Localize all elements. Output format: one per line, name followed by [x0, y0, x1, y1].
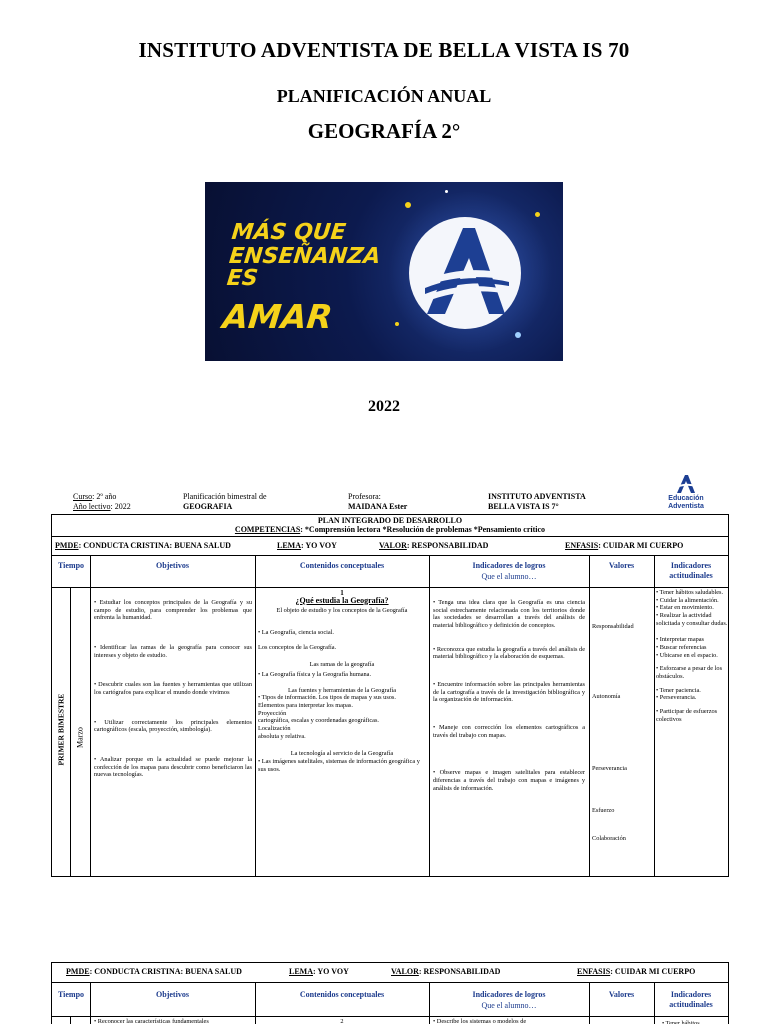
header-contenidos: Contenidos conceptuales: [299, 561, 385, 570]
contenido-title: ¿Qué estudia la Geografía?: [295, 595, 389, 605]
competencias-line: COMPETENCIAS: *Comprensión lectora *Resolución de problemas *Pensamiento crítico: [234, 525, 546, 534]
header-valores-2: Valores: [608, 990, 635, 999]
lema-2: LEMA: YO VOY: [289, 967, 349, 976]
header-tiempo-2: Tiempo: [57, 990, 85, 999]
objetivos-cell: [94, 599, 252, 779]
valor-item: Perseverancia: [592, 765, 627, 772]
contenido-item: La tecnología al servicio de la Geografía: [290, 750, 394, 758]
logo-caption: Educación Adventista: [668, 495, 704, 510]
actitudinal-item: • Tener paciencia.: [656, 686, 701, 694]
header-tiempo: Tiempo: [57, 561, 85, 570]
objetivo-item: • Identificar las ramas de la geografía para conocer sus intereses y objeto de estudio.: [94, 644, 252, 659]
school-title: INSTITUTO ADVENTISTA DE BELLA VISTA IS 70: [138, 38, 630, 62]
contenido-item: absoluta y relativa.: [258, 732, 306, 740]
header-objetivos-2: Objetivos: [156, 990, 189, 999]
teacher-name: MAIDANA Ester: [348, 502, 408, 511]
indicador-item: • Tenga una idea clara que la Geografía es una ciencia social estrechamente relacionada con los territorios donde las sociedades se desarrollan a través del análisis de material bibliográfico y definición de conceptos.: [433, 599, 585, 630]
subject-title: GEOGRAFÍA 2°: [307, 119, 461, 143]
objetivo-item: • Analizar porque en la actualidad se puede mejorar la confección de los mapas para descubrir como beneficiaron las nuevas tecnologías.: [94, 756, 252, 779]
valor-item: Autonomía: [592, 693, 621, 700]
header-indicadores-sub-2: Que el alumno…: [481, 1001, 537, 1010]
header-actitudinales-2: Indicadores actitudinales: [669, 990, 713, 1009]
actitudinal-item: • Realizar la actividad solicitada y consultar dudas.: [656, 612, 728, 627]
header-valores: Valores: [608, 561, 635, 570]
contenido-intro: El objeto de estudio y los conceptos de la Geografía: [276, 607, 408, 615]
contenido-item: • Las imágenes satelitales, sistemas de información geográfica y sus usos.: [258, 758, 420, 773]
pmde-row: [52, 537, 728, 556]
contenido-item: • La Geografía, ciencia social.: [258, 628, 334, 636]
table-header-row: [52, 556, 728, 588]
indicador-item: • Encuentre información sobre las principales herramientas de la cartografía a través de la investigación bibliográfica y la organización de información.: [433, 681, 585, 704]
plan-value: GEOGRAFIA: [183, 502, 233, 511]
pmde-2: PMDE: CONDUCTA CRISTINA: BUENA SALUD: [66, 967, 242, 976]
year: 2022: [368, 398, 400, 415]
valor-item: Colaboración: [592, 835, 626, 842]
objetivo-item: • Descubrir cuales son las fuentes y herramientas que utilizan los cartógrafos para explicar el mundo donde vivimos: [94, 681, 252, 697]
anio-line: Año lectivo: 2022: [73, 502, 131, 511]
banner-line-3: AMAR: [220, 297, 335, 336]
institution-line-2: BELLA VISTA IS 7°: [488, 502, 559, 511]
lema: LEMA: YO VOY: [277, 541, 337, 550]
institution-line-1: INSTITUTO ADVENTISTA: [488, 492, 586, 501]
actitudinal-item: • Participar de esfuerzos colectivos: [656, 708, 718, 723]
valor-2: VALOR: RESPONSABILIDAD: [391, 967, 501, 976]
contenidos-cell: [258, 589, 426, 773]
indicador-item: • Observe mapas e imagen satelitales para establecer diferencias a través del trabajo con mapas e imágenes y análisis de información.: [433, 769, 585, 792]
adventist-logo-icon: [405, 214, 525, 332]
actitudinales-cell: [656, 589, 728, 723]
header-objetivos: Objetivos: [156, 561, 189, 570]
curso-line: Curso: 2º año: [73, 492, 117, 501]
contenido-item: cartográfica, escalas y coordenadas geográficas.: [258, 717, 379, 725]
objetivo-item: • Estudiar los conceptos principales de la Geografía y su campo de estudio, para comprender los problemas que enfrenta la humanidad.: [94, 599, 252, 622]
table-header-row-2: [52, 983, 728, 1017]
header-contenidos-2: Contenidos conceptuales: [299, 990, 385, 999]
indicador-item: • Reconozca que estudia la geografía a través del análisis de material bibliográfico y la elaboración de esquemas.: [433, 645, 585, 661]
plan-table-2: [51, 962, 729, 1024]
plan-title: PLANIFICACIÓN ANUAL: [276, 86, 492, 106]
actitudinal-item: • Cuidar la alimentación.: [656, 596, 719, 604]
objetivo-item-2: • Reconocer las características fundamentales: [94, 1018, 209, 1024]
objetivo-item: • Utilizar correctamente los principales elementos cartográficos (escala, proyección, simbología).: [94, 718, 252, 734]
contenido-item: Los conceptos de la Geografía.: [258, 643, 337, 651]
plan-table-1: [51, 514, 729, 877]
banner-image: [205, 182, 563, 361]
actitudinal-item: • Perseverancia.: [656, 694, 697, 702]
banner-slogan: [220, 220, 393, 336]
indicador-item-2: • Describe los sistemas o modelos de: [433, 1018, 527, 1024]
banner-line-1: MÁS QUE: [230, 220, 348, 245]
contenido-item: Localización: [258, 725, 291, 732]
actitudinal-item: • Esforzarse a pesar de los obstáculos.: [656, 665, 723, 681]
indicador-item: • Maneje con corrección los elementos cartográficos a través del trabajo con mapas.: [433, 724, 585, 739]
contenido-number-2: 2: [340, 1018, 344, 1024]
contenido-item: Proyección: [258, 709, 287, 717]
contenido-item: Las fuentes y herramientas de la Geografía: [287, 686, 397, 694]
header-actitudinales: Indicadores actitudinales: [669, 561, 713, 580]
header-indicadores-sub: Que el alumno…: [481, 572, 537, 581]
actitudinal-item: • Ubicarse en el espacio.: [656, 651, 718, 659]
educacion-adventista-logo-icon: [675, 474, 697, 494]
header-indicadores-2: Indicadores de logros: [472, 990, 546, 999]
contenido-item: • Tipos de información. Los tipos de mapas y sus usos.: [258, 694, 396, 702]
contenido-item: Elementos para interpretar los mapas.: [258, 701, 353, 709]
actitudinal-item: • Interpretar mapas: [656, 636, 705, 644]
plan-label: Planificación bimestral de: [183, 492, 267, 501]
actitudinal-item-2: • Tener hábitos: [662, 1020, 700, 1024]
enfasis-2: ENFASIS: CUIDAR MI CUERPO: [577, 967, 696, 976]
valor-item: Responsabilidad: [592, 623, 634, 630]
actitudinal-item: • Tener hábitos saludables.: [656, 589, 724, 596]
actitudinal-item: • Buscar referencias: [656, 644, 707, 652]
indicadores-cell: [433, 599, 585, 792]
header-indicadores: Indicadores de logros: [472, 561, 546, 570]
teacher-label: Profesora:: [348, 492, 381, 501]
contenido-item: Las ramas de la geografía: [309, 661, 375, 669]
table-title-row: [52, 515, 728, 537]
table-title: PLAN INTEGRADO DE DESARROLLO: [317, 516, 463, 525]
period-label: PRIMER BIMESTRE: [56, 693, 66, 766]
enfasis: ENFASIS: CUIDAR MI CUERPO: [565, 541, 684, 550]
month-label: Marzo: [75, 727, 85, 748]
pmde: PMDE: CONDUCTA CRISTINA: BUENA SALUD: [55, 541, 231, 550]
valor-item: Esfuerzo: [592, 807, 615, 814]
actitudinal-item: • Estar en movimiento.: [656, 604, 714, 612]
banner-line-2: ENSEÑANZA ES: [225, 244, 382, 291]
contenido-item: • La Geografía física y la Geografía humana.: [258, 670, 372, 678]
valor: VALOR: RESPONSABILIDAD: [379, 541, 489, 550]
contenido-number: 1: [340, 589, 344, 597]
pmde-row-2: [52, 963, 728, 983]
